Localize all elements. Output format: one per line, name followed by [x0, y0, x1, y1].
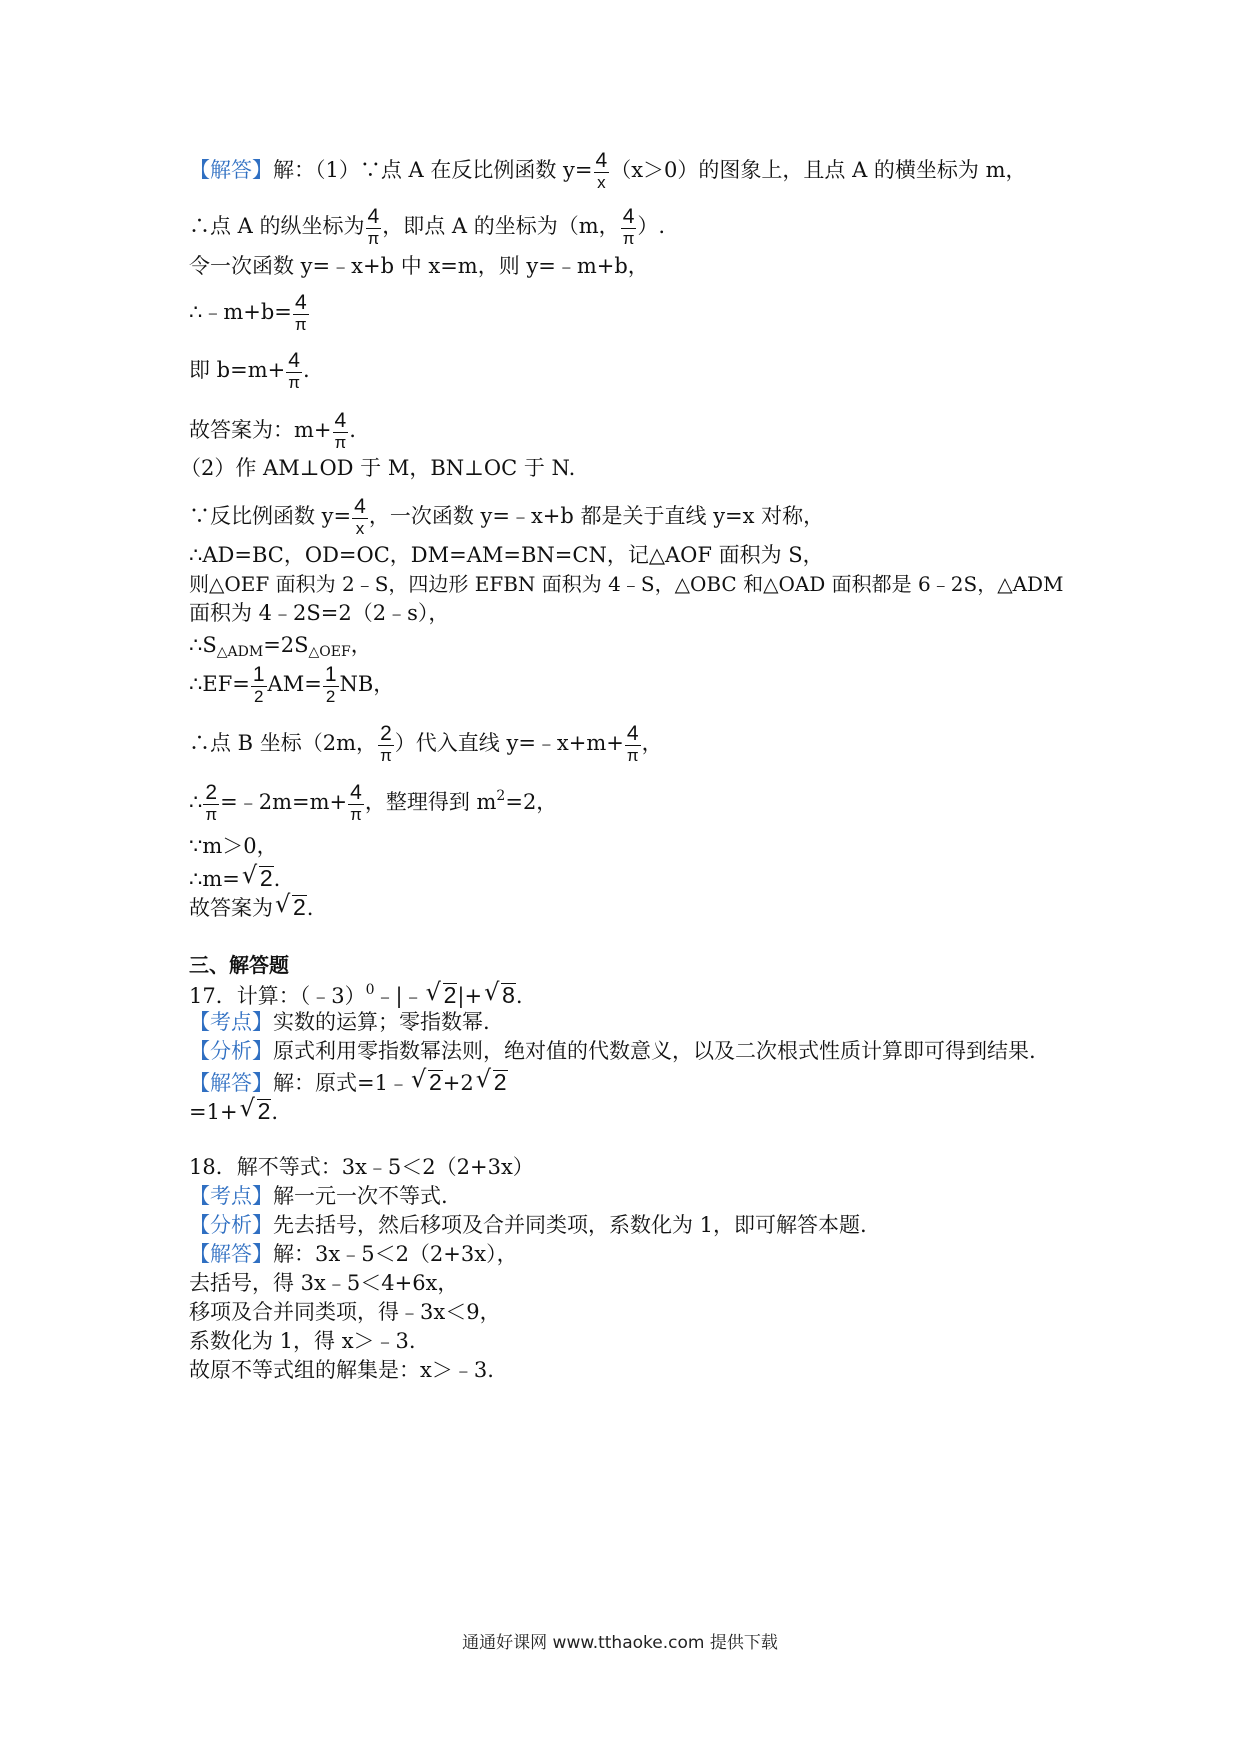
fraction: $\frac{4}{\pi}$ [334, 409, 347, 452]
solution-line-11: 面积为 4﹣2S=2（2﹣s）， [189, 601, 450, 625]
solution-line-14: ∴点 B 坐标（2m， $\frac{2}{\pi}$ ）代入直线 y=﹣x+m+ $\frac{4}{\pi}$ ， [189, 722, 663, 765]
solution-line-3: 令一次函数 y=﹣x+b 中 x=m，则 y=﹣m+b， [189, 254, 649, 278]
answer-tag: 【解答】 [189, 158, 273, 182]
q17-fenxi: 【分析】原式利用零指数幂法则，绝对值的代数意义，以及二次根式性质计算即可得到结果. [189, 1039, 1036, 1063]
sqrt: √ 2 [242, 866, 274, 890]
solution-line-17: ∴m=√ 2. [189, 866, 280, 890]
sqrt: √ 8 [484, 983, 516, 1007]
q17-result: =1+√ 2. [189, 1099, 278, 1123]
q17-question: 17．计算：（﹣3）$^0$﹣|﹣√ 2|+√ 8. [189, 983, 523, 1007]
fraction: $\frac{2}{\pi}$ [380, 722, 392, 765]
q18-step-1: 去括号，得 3x﹣5＜4+6x， [189, 1271, 459, 1295]
q17-kaodian: 【考点】实数的运算；零指数幂. [189, 1010, 490, 1034]
fraction: $\frac{4}{\pi}$ [626, 722, 639, 765]
q18-question: 18．解不等式：3x﹣5＜2（2+3x） [189, 1155, 534, 1179]
fraction: $\frac{2}{\pi}$ [205, 781, 218, 824]
q17-jieda: 【解答】解：原式=1﹣√ 2+2√ 2 [189, 1070, 508, 1094]
sqrt: √ 2 [411, 1070, 443, 1094]
solution-line-4: ∴﹣m+b= $\frac{4}{\pi}$ [189, 291, 307, 334]
fraction: $\frac{1}{2}$ [252, 663, 265, 706]
section-heading: 三、解答题 [189, 953, 289, 977]
sqrt: √ 2 [426, 983, 458, 1007]
solution-line-6: 故答案为：m+ $\frac{4}{\pi}$ . [189, 409, 356, 452]
fraction: $\frac{4}{\pi}$ [622, 205, 635, 248]
solution-line-15: ∴ $\frac{2}{\pi}$ =﹣2m=m+ $\frac{4}{\pi}$ ，整理得到 $m^2=2$， [189, 781, 558, 824]
page-footer: 通通好课网 www.tthaoke.com 提供下载 [462, 1633, 778, 1653]
solution-line-5: 即 b=m+ $\frac{4}{\pi}$ . [189, 349, 310, 392]
solution-line-7: （2）作 AM⊥OD 于 M，BN⊥OC 于 N. [180, 456, 576, 480]
solution-line-16: ∵m＞0， [189, 834, 278, 858]
fraction: $\frac{4}{\pi}$ [350, 781, 362, 824]
solution-line-1: 【解答】解：（1）∵点 A 在反比例函数 y= $\frac{4}{x}$ （x＞0）的图象上，且点 A 的横坐标为 m， [189, 149, 1027, 192]
fraction: $\frac{1}{2}$ [324, 663, 337, 706]
q18-step-3: 系数化为 1，得 x＞﹣3. [189, 1329, 416, 1353]
q18-step-2: 移项及合并同类项，得﹣3x＜9， [189, 1300, 501, 1324]
fraction: $\frac{4}{\pi}$ [288, 349, 300, 392]
sqrt: √ 2 [476, 1070, 508, 1094]
solution-line-10: 则△OEF 面积为 2﹣S，四边形 EFBN 面积为 4﹣S，△OBC 和△OAD 面积都是 6﹣2S，△ADM [189, 572, 1064, 596]
q18-kaodian: 【考点】解一元一次不等式. [189, 1184, 448, 1208]
solution-line-2: ∴点 A 的纵坐标为 $\frac{4}{\pi}$ ，即点 A 的坐标为（m， $\frac{4}{\pi}$ ）. [189, 205, 666, 248]
fraction: $\frac{4}{\pi}$ [367, 205, 380, 248]
fraction: $\frac{4}{\pi}$ [294, 291, 307, 334]
q18-fenxi: 【分析】先去括号，然后移项及合并同类项，系数化为 1，即可解答本题. [189, 1213, 867, 1237]
fraction: $\frac{4}{x}$ [595, 149, 608, 192]
solution-line-8: ∵反比例函数 y= $\frac{4}{x}$ ，一次函数 y=﹣x+b 都是关于直线 y=x 对称， [189, 495, 825, 538]
fraction: $\frac{4}{x}$ [354, 495, 366, 538]
sqrt: √ 2 [275, 895, 307, 919]
solution-line-9: ∴AD=BC，OD=OC，DM=AM=BN=CN，记△AOF 面积为 S， [189, 543, 824, 567]
q18-jieda: 【解答】解：3x﹣5＜2（2+3x）， [189, 1242, 518, 1266]
solution-line-12: $\therefore S_{\triangle ADM}=2S_{\triangle OEF}$， [189, 633, 372, 660]
solution-line-18: 故答案为√ 2. [189, 895, 313, 919]
sqrt: √ 2 [240, 1099, 272, 1123]
solution-line-13: ∴EF= $\frac{1}{2}$ AM= $\frac{1}{2}$ NB， [189, 663, 395, 706]
q18-step-4: 故原不等式组的解集是：x＞﹣3. [189, 1358, 494, 1382]
